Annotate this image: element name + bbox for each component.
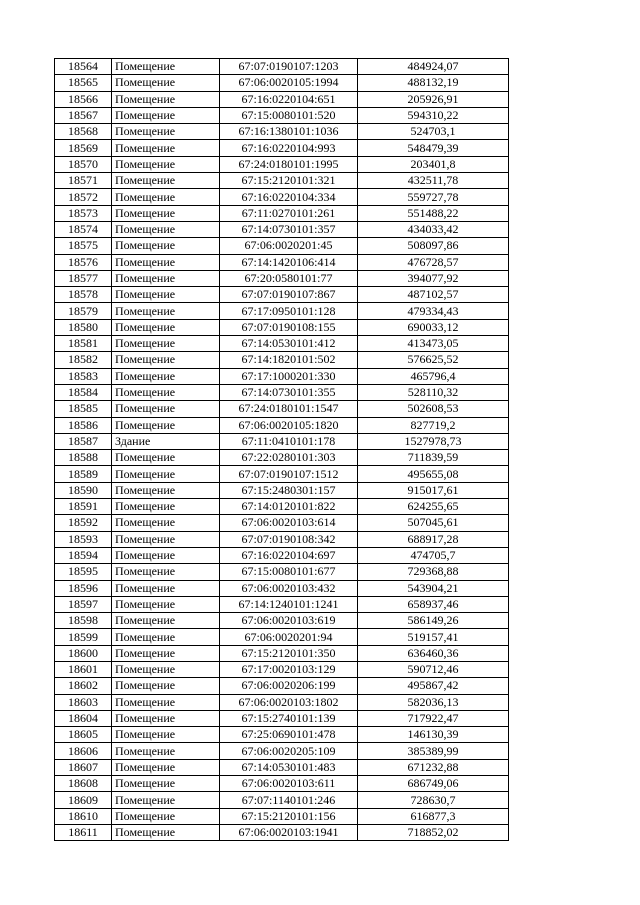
table-row: [55, 270, 509, 286]
cadastral-value-cell: 686749,06: [358, 776, 509, 792]
object-type-cell: Помещение: [112, 564, 220, 580]
cadastral-value-cell: 586149,26: [358, 613, 509, 629]
object-type-cell: Помещение: [112, 580, 220, 596]
object-type-cell: Помещение: [112, 254, 220, 270]
row-number-cell: 18598: [55, 613, 112, 629]
cadastral-number-cell: 67:06:0020103:614: [220, 515, 358, 531]
cadastral-number-cell: 67:07:0190107:1512: [220, 466, 358, 482]
object-type-cell: Помещение: [112, 776, 220, 792]
cadastral-number-cell: 67:22:0280101:303: [220, 450, 358, 466]
object-type-cell: Помещение: [112, 352, 220, 368]
object-type-cell: Помещение: [112, 336, 220, 352]
row-number-cell: 18589: [55, 466, 112, 482]
table-row: [55, 254, 509, 270]
cadastral-value-cell: 559727,78: [358, 189, 509, 205]
object-type-cell: Помещение: [112, 59, 220, 75]
object-type-cell: Помещение: [112, 710, 220, 726]
row-number-cell: 18596: [55, 580, 112, 596]
object-type-cell: Помещение: [112, 645, 220, 661]
object-type-cell: Помещение: [112, 808, 220, 824]
cadastral-number-cell: 67:16:0220104:334: [220, 189, 358, 205]
row-number-cell: 18580: [55, 319, 112, 335]
cadastral-number-cell: 67:06:0020201:45: [220, 238, 358, 254]
row-number-cell: 18609: [55, 792, 112, 808]
object-type-cell: Помещение: [112, 238, 220, 254]
cadastral-number-cell: 67:24:0180101:1547: [220, 401, 358, 417]
cadastral-value-cell: 474705,7: [358, 547, 509, 563]
cadastral-number-cell: 67:16:0220104:651: [220, 91, 358, 107]
object-type-cell: Помещение: [112, 547, 220, 563]
cadastral-number-cell: 67:14:0530101:412: [220, 336, 358, 352]
row-number-cell: 18599: [55, 629, 112, 645]
cadastral-number-cell: 67:17:0020103:129: [220, 661, 358, 677]
object-type-cell: Помещение: [112, 107, 220, 123]
row-number-cell: 18574: [55, 221, 112, 237]
row-number-cell: 18565: [55, 75, 112, 91]
row-number-cell: 18602: [55, 678, 112, 694]
table-row: [55, 759, 509, 775]
cadastral-value-cell: 476728,57: [358, 254, 509, 270]
cadastral-number-cell: 67:06:0020103:1941: [220, 824, 358, 840]
cadastral-value-cell: 495867,42: [358, 678, 509, 694]
object-type-cell: Помещение: [112, 694, 220, 710]
row-number-cell: 18571: [55, 173, 112, 189]
cadastral-value-cell: 502608,53: [358, 401, 509, 417]
object-type-cell: Помещение: [112, 75, 220, 91]
table-row: [55, 824, 509, 840]
table-row: [55, 776, 509, 792]
cadastral-value-cell: 484924,07: [358, 59, 509, 75]
table-row: [55, 384, 509, 400]
table-row: [55, 107, 509, 123]
table-row: [55, 482, 509, 498]
cadastral-value-cell: 548479,39: [358, 140, 509, 156]
cadastral-number-cell: 67:11:0410101:178: [220, 433, 358, 449]
cadastral-value-cell: 636460,36: [358, 645, 509, 661]
cadastral-value-cell: 718852,02: [358, 824, 509, 840]
cadastral-number-cell: 67:24:0180101:1995: [220, 156, 358, 172]
object-type-cell: Помещение: [112, 384, 220, 400]
cadastral-number-cell: 67:17:0950101:128: [220, 303, 358, 319]
table-row: [55, 792, 509, 808]
cadastral-value-cell: 413473,05: [358, 336, 509, 352]
cadastral-number-cell: 67:14:0120101:822: [220, 499, 358, 515]
cadastral-number-cell: 67:07:0190107:1203: [220, 59, 358, 75]
object-type-cell: Помещение: [112, 270, 220, 286]
row-number-cell: 18590: [55, 482, 112, 498]
cadastral-number-cell: 67:06:0020205:109: [220, 743, 358, 759]
cadastral-value-cell: 582036,13: [358, 694, 509, 710]
row-number-cell: 18585: [55, 401, 112, 417]
cadastral-value-cell: 728630,7: [358, 792, 509, 808]
cadastral-number-cell: 67:15:0080101:520: [220, 107, 358, 123]
cadastral-number-cell: 67:06:0020206:199: [220, 678, 358, 694]
object-type-cell: Помещение: [112, 156, 220, 172]
object-type-cell: Помещение: [112, 466, 220, 482]
cadastral-value-cell: 729368,88: [358, 564, 509, 580]
cadastral-value-cell: 507045,61: [358, 515, 509, 531]
cadastral-number-cell: 67:17:1000201:330: [220, 368, 358, 384]
cadastral-number-cell: 67:06:0020103:1802: [220, 694, 358, 710]
cadastral-number-cell: 67:14:0530101:483: [220, 759, 358, 775]
table-row: [55, 433, 509, 449]
row-number-cell: 18579: [55, 303, 112, 319]
object-type-cell: Помещение: [112, 727, 220, 743]
cadastral-value-cell: 590712,46: [358, 661, 509, 677]
table-row: [55, 564, 509, 580]
object-type-cell: Помещение: [112, 596, 220, 612]
table-row: [55, 303, 509, 319]
cadastral-number-cell: 67:14:1820101:502: [220, 352, 358, 368]
cadastral-value-cell: 146130,39: [358, 727, 509, 743]
cadastral-number-cell: 67:14:0730101:357: [220, 221, 358, 237]
row-number-cell: 18607: [55, 759, 112, 775]
table-row: [55, 499, 509, 515]
row-number-cell: 18601: [55, 661, 112, 677]
table-row: [55, 629, 509, 645]
object-type-cell: Помещение: [112, 743, 220, 759]
cadastral-value-cell: 524703,1: [358, 124, 509, 140]
row-number-cell: 18600: [55, 645, 112, 661]
table-row: [55, 173, 509, 189]
object-type-cell: Помещение: [112, 629, 220, 645]
cadastral-number-cell: 67:06:0020103:611: [220, 776, 358, 792]
cadastral-number-cell: 67:14:1240101:1241: [220, 596, 358, 612]
cadastral-value-cell: 551488,22: [358, 205, 509, 221]
row-number-cell: 18573: [55, 205, 112, 221]
row-number-cell: 18584: [55, 384, 112, 400]
cadastral-value-cell: 519157,41: [358, 629, 509, 645]
table-row: [55, 678, 509, 694]
table-row: [55, 287, 509, 303]
cadastral-value-cell: 915017,61: [358, 482, 509, 498]
cadastral-number-cell: 67:07:0190108:155: [220, 319, 358, 335]
table-row: [55, 531, 509, 547]
cadastral-value-cell: 205926,91: [358, 91, 509, 107]
cadastral-value-cell: 488132,19: [358, 75, 509, 91]
cadastral-value-cell: 434033,42: [358, 221, 509, 237]
row-number-cell: 18606: [55, 743, 112, 759]
row-number-cell: 18586: [55, 417, 112, 433]
row-number-cell: 18567: [55, 107, 112, 123]
table-row: [55, 91, 509, 107]
table-row: [55, 743, 509, 759]
cadastral-value-cell: 624255,65: [358, 499, 509, 515]
object-type-cell: Помещение: [112, 792, 220, 808]
table-row: [55, 808, 509, 824]
object-type-cell: Помещение: [112, 319, 220, 335]
cadastral-value-cell: 203401,8: [358, 156, 509, 172]
row-number-cell: 18603: [55, 694, 112, 710]
row-number-cell: 18581: [55, 336, 112, 352]
cadastral-value-cell: 479334,43: [358, 303, 509, 319]
cadastral-number-cell: 67:07:0190107:867: [220, 287, 358, 303]
row-number-cell: 18569: [55, 140, 112, 156]
cadastral-value-cell: 394077,92: [358, 270, 509, 286]
table-row: [55, 156, 509, 172]
row-number-cell: 18611: [55, 824, 112, 840]
row-number-cell: 18582: [55, 352, 112, 368]
row-number-cell: 18583: [55, 368, 112, 384]
cadastral-value-cell: 690033,12: [358, 319, 509, 335]
object-type-cell: Помещение: [112, 173, 220, 189]
row-number-cell: 18588: [55, 450, 112, 466]
table-row: [55, 336, 509, 352]
object-type-cell: Помещение: [112, 189, 220, 205]
row-number-cell: 18594: [55, 547, 112, 563]
row-number-cell: 18564: [55, 59, 112, 75]
object-type-cell: Помещение: [112, 531, 220, 547]
object-type-cell: Помещение: [112, 91, 220, 107]
object-type-cell: Помещение: [112, 499, 220, 515]
row-number-cell: 18610: [55, 808, 112, 824]
table-row: [55, 319, 509, 335]
table-row: [55, 140, 509, 156]
row-number-cell: 18587: [55, 433, 112, 449]
row-number-cell: 18592: [55, 515, 112, 531]
cadastral-value-cell: 465796,4: [358, 368, 509, 384]
row-number-cell: 18595: [55, 564, 112, 580]
cadastral-number-cell: 67:15:2120101:350: [220, 645, 358, 661]
cadastral-number-cell: 67:11:0270101:261: [220, 205, 358, 221]
row-number-cell: 18570: [55, 156, 112, 172]
row-number-cell: 18568: [55, 124, 112, 140]
row-number-cell: 18591: [55, 499, 112, 515]
row-number-cell: 18593: [55, 531, 112, 547]
table-row: [55, 661, 509, 677]
object-type-cell: Помещение: [112, 303, 220, 319]
cadastral-number-cell: 67:14:1420106:414: [220, 254, 358, 270]
table-row: [55, 645, 509, 661]
object-type-cell: Помещение: [112, 205, 220, 221]
row-number-cell: 18572: [55, 189, 112, 205]
cadastral-value-cell: 711839,59: [358, 450, 509, 466]
table-row: [55, 124, 509, 140]
cadastral-value-cell: 487102,57: [358, 287, 509, 303]
row-number-cell: 18576: [55, 254, 112, 270]
row-number-cell: 18608: [55, 776, 112, 792]
cadastral-value-cell: 508097,86: [358, 238, 509, 254]
cadastral-number-cell: 67:15:2740101:139: [220, 710, 358, 726]
cadastral-value-cell: 616877,3: [358, 808, 509, 824]
cadastral-number-cell: 67:15:2480301:157: [220, 482, 358, 498]
cadastral-value-cell: 594310,22: [358, 107, 509, 123]
row-number-cell: 18575: [55, 238, 112, 254]
table-row: [55, 189, 509, 205]
table-row: [55, 205, 509, 221]
object-type-cell: Помещение: [112, 678, 220, 694]
cadastral-number-cell: 67:15:2120101:321: [220, 173, 358, 189]
cadastral-value-cell: 658937,46: [358, 596, 509, 612]
cadastral-number-cell: 67:06:0020103:432: [220, 580, 358, 596]
cadastral-value-cell: 827719,2: [358, 417, 509, 433]
object-type-cell: Помещение: [112, 368, 220, 384]
object-type-cell: Помещение: [112, 613, 220, 629]
cadastral-value-cell: 432511,78: [358, 173, 509, 189]
cadastral-number-cell: 67:16:1380101:1036: [220, 124, 358, 140]
table-row: [55, 613, 509, 629]
table-row: [55, 515, 509, 531]
table-row: [55, 710, 509, 726]
object-type-cell: Помещение: [112, 824, 220, 840]
row-number-cell: 18597: [55, 596, 112, 612]
cadastral-number-cell: 67:16:0220104:697: [220, 547, 358, 563]
cadastral-number-cell: 67:15:0080101:677: [220, 564, 358, 580]
table-row: [55, 352, 509, 368]
object-type-cell: Помещение: [112, 515, 220, 531]
row-number-cell: 18605: [55, 727, 112, 743]
object-type-cell: Помещение: [112, 661, 220, 677]
cadastral-value-cell: 717922,47: [358, 710, 509, 726]
cadastral-number-cell: 67:14:0730101:355: [220, 384, 358, 400]
table-row: [55, 238, 509, 254]
cadastral-number-cell: 67:07:0190108:342: [220, 531, 358, 547]
table-row: [55, 59, 509, 75]
object-type-cell: Помещение: [112, 401, 220, 417]
table-row: [55, 401, 509, 417]
cadastral-number-cell: 67:06:0020105:1994: [220, 75, 358, 91]
table-row: [55, 466, 509, 482]
cadastral-value-cell: 576625,52: [358, 352, 509, 368]
cadastral-value-cell: 543904,21: [358, 580, 509, 596]
cadastral-value-cell: 385389,99: [358, 743, 509, 759]
table-row: [55, 417, 509, 433]
row-number-cell: 18604: [55, 710, 112, 726]
cadastral-value-table: [54, 58, 509, 841]
cadastral-value-cell: 528110,32: [358, 384, 509, 400]
table-row: [55, 727, 509, 743]
table-body: [55, 59, 509, 841]
table-row: [55, 596, 509, 612]
table-row: [55, 694, 509, 710]
cadastral-number-cell: 67:15:2120101:156: [220, 808, 358, 824]
row-number-cell: 18578: [55, 287, 112, 303]
cadastral-number-cell: 67:06:0020105:1820: [220, 417, 358, 433]
row-number-cell: 18577: [55, 270, 112, 286]
object-type-cell: Здание: [112, 433, 220, 449]
row-number-cell: 18566: [55, 91, 112, 107]
object-type-cell: Помещение: [112, 287, 220, 303]
table-row: [55, 450, 509, 466]
cadastral-value-cell: 1527978,73: [358, 433, 509, 449]
table-row: [55, 368, 509, 384]
table-row: [55, 221, 509, 237]
object-type-cell: Помещение: [112, 140, 220, 156]
table-row: [55, 580, 509, 596]
object-type-cell: Помещение: [112, 221, 220, 237]
cadastral-number-cell: 67:20:0580101:77: [220, 270, 358, 286]
object-type-cell: Помещение: [112, 124, 220, 140]
cadastral-number-cell: 67:06:0020103:619: [220, 613, 358, 629]
cadastral-value-cell: 688917,28: [358, 531, 509, 547]
table-row: [55, 75, 509, 91]
cadastral-value-cell: 671232,88: [358, 759, 509, 775]
cadastral-number-cell: 67:07:1140101:246: [220, 792, 358, 808]
cadastral-number-cell: 67:16:0220104:993: [220, 140, 358, 156]
document-page: [54, 58, 508, 841]
object-type-cell: Помещение: [112, 482, 220, 498]
object-type-cell: Помещение: [112, 417, 220, 433]
table-row: [55, 547, 509, 563]
cadastral-number-cell: 67:06:0020201:94: [220, 629, 358, 645]
cadastral-number-cell: 67:25:0690101:478: [220, 727, 358, 743]
object-type-cell: Помещение: [112, 450, 220, 466]
object-type-cell: Помещение: [112, 759, 220, 775]
cadastral-value-cell: 495655,08: [358, 466, 509, 482]
